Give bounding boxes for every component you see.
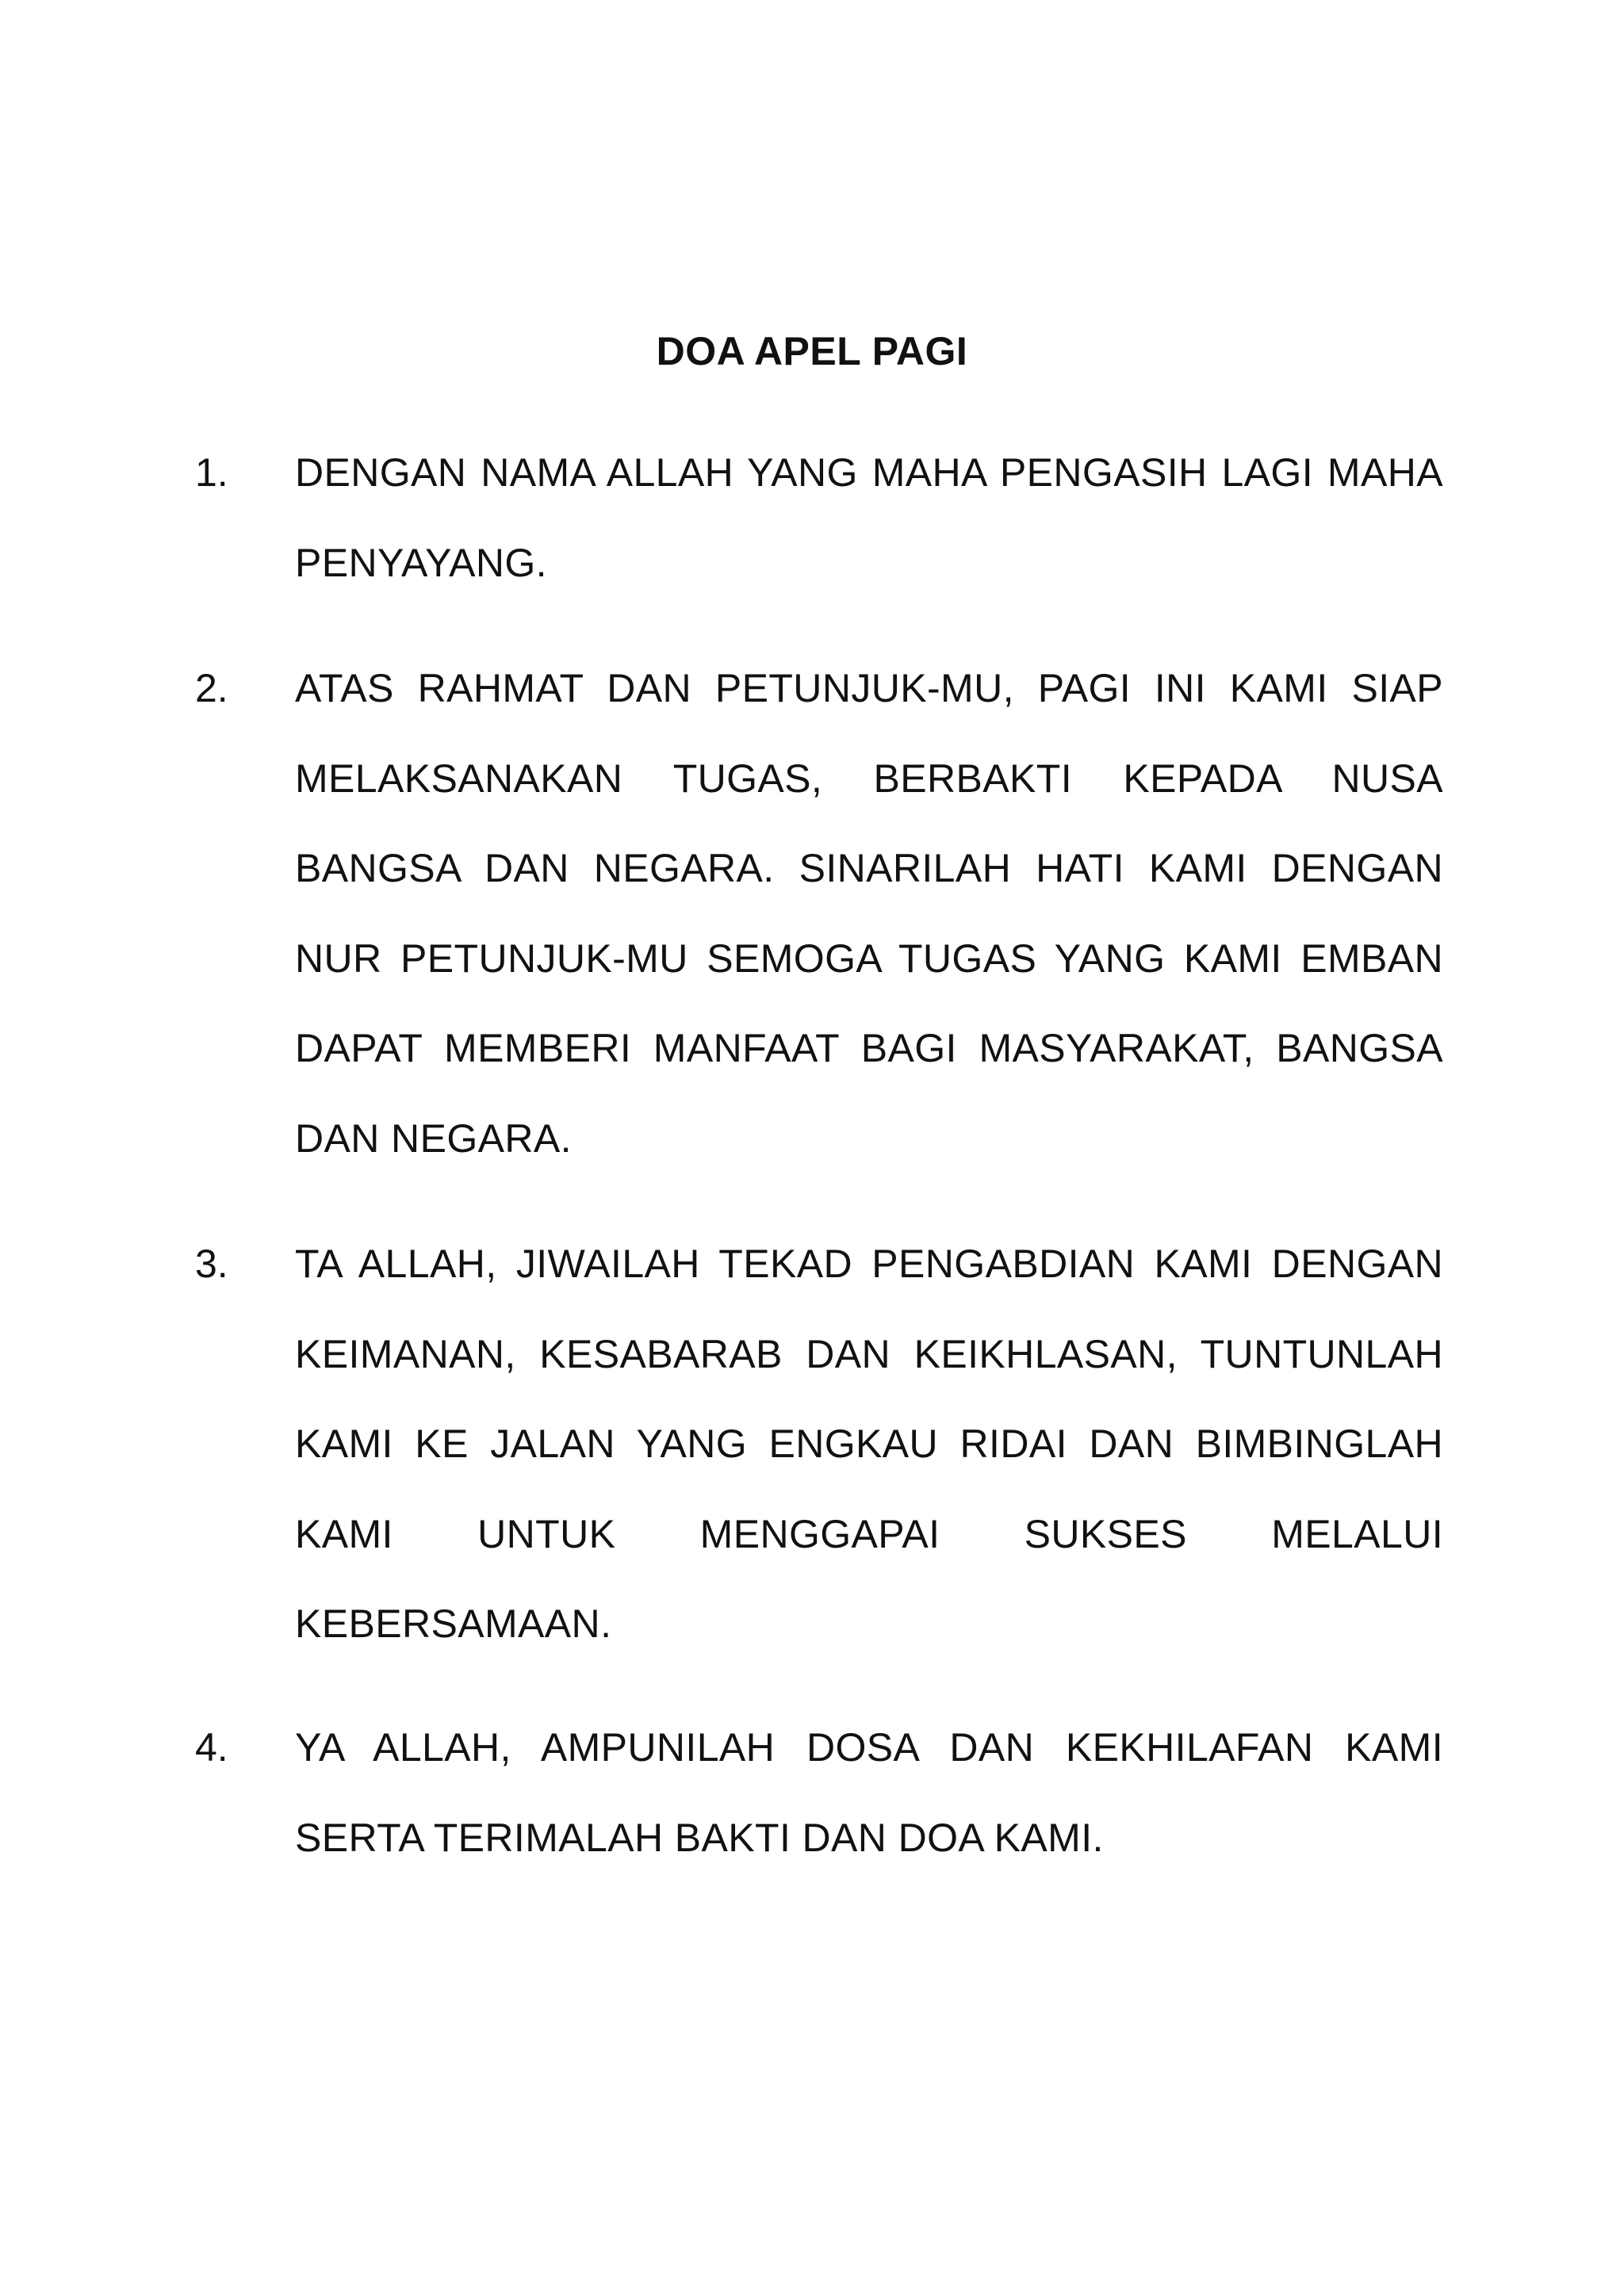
item-number: 4. — [195, 1725, 228, 1770]
item-number: 3. — [195, 1242, 228, 1286]
item-number: 2. — [195, 666, 228, 710]
item-number: 1. — [195, 450, 228, 495]
item-text: DENGAN NAMA ALLAH YANG MAHA PENGASIH LAGI MAHA PENYAYANG. — [295, 450, 1443, 585]
item-text: ATAS RAHMAT DAN PETUNJUK-MU, PAGI INI KAMI SIAP MELAKSANAKAN TUGAS, BERBAKTI KEPADA NUSA BANGSA DAN NEGARA. SINARILAH HATI KAMI DENGAN NUR PETUNJUK-MU SEMOGA TUGAS YANG KAMI EMBAN DAPAT MEMBERI MANFAAT BAGI MASYARAKAT, BANGSA DAN NEGARA. — [295, 666, 1443, 1161]
item-text: YA ALLAH, AMPUNILAH DOSA DAN KEKHILAFAN KAMI SERTA TERIMALAH BAKTI DAN DOA KAMI. — [295, 1725, 1443, 1860]
document-title: DOA APEL PAGI — [656, 329, 968, 373]
item-text: TA ALLAH, JIWAILAH TEKAD PENGABDIAN KAMI DENGAN KEIMANAN, KESABARAB DAN KEIKHLASAN, TUNTUNLAH KAMI KE JALAN YANG ENGKAU RIDAI DAN BIMBINGLAH KAMI UNTUK MENGGAPAI SUKSES MELALUI KEBERSAMAAN. — [295, 1242, 1443, 1646]
